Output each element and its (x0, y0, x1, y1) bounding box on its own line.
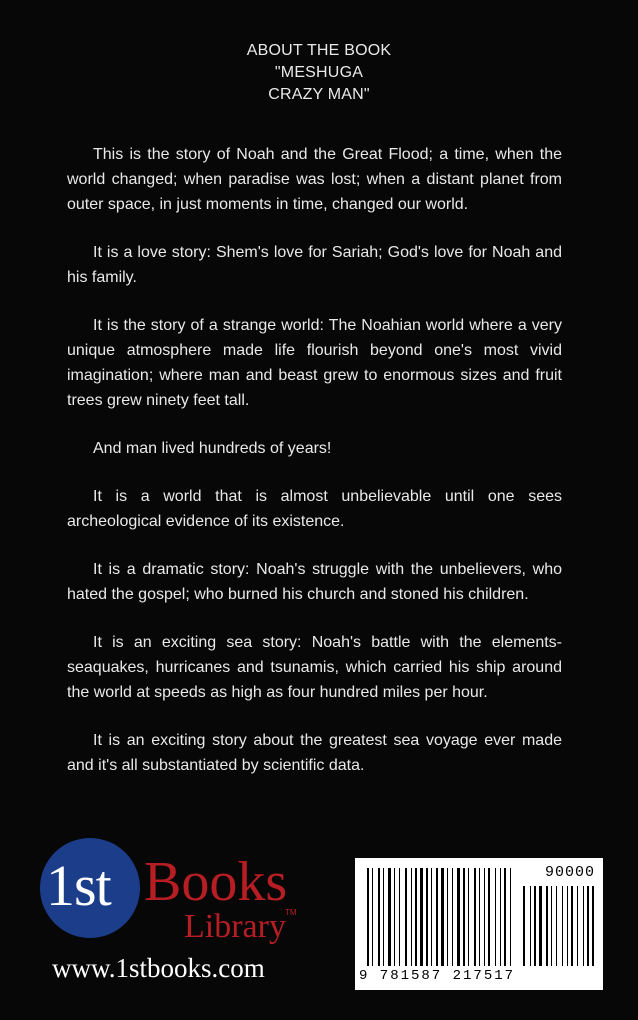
book-title-header (0, 40, 638, 106)
logo-word: Books (144, 851, 288, 913)
paragraph: It is a world that is almost unbelievable until one sees archeological evidence of its existence. (67, 488, 562, 530)
logo-number: 1st (46, 853, 111, 918)
paragraph: It is a love story: Shem's love for Sariah; God's love for Noah and his family. (67, 244, 562, 286)
paragraph: This is the story of Noah and the Great Flood; a time, when the world changed; when paradise was lost; when a distant planet from outer space, in just moments in time, changed our world. (67, 146, 562, 213)
paragraph: It is an exciting story about the greatest sea voyage ever made and it's all substantiated by scientific data. (67, 732, 562, 774)
isbn-barcode (355, 858, 603, 990)
book-description (67, 142, 562, 801)
paragraph: And man lived hundreds of years! (93, 440, 332, 457)
header-line-title: "MESHUGA (274, 64, 364, 81)
paragraph: It is an exciting sea story: Noah's battle with the elements-seaquakes, hurricanes and tsunamis, which carried his ship around the world at speeds as high as four hundred miles per hour. (67, 634, 562, 701)
logo-sub: Library (184, 908, 286, 945)
header-line-subtitle: CRAZY MAN" (268, 86, 370, 103)
barcode-price-code: 90000 (544, 864, 595, 881)
paragraph: It is the story of a strange world: The Noahian world where a very unique atmosphere made life flourish beyond one's most vivid imagination; where man and beast grew to enormous sizes and fruit trees grew ninety feet tall. (67, 317, 562, 409)
publisher-logo (40, 838, 320, 958)
header-line-about: ABOUT THE BOOK (246, 42, 392, 59)
paragraph: It is a dramatic story: Noah's struggle with the unbelievers, who hated the gospel; who burned his church and stoned his children. (67, 561, 562, 603)
barcode-isbn-digits: 9 781587 217517 (359, 968, 516, 984)
logo-trademark: TM (285, 908, 297, 917)
publisher-website: www.1stbooks.com (52, 953, 265, 983)
